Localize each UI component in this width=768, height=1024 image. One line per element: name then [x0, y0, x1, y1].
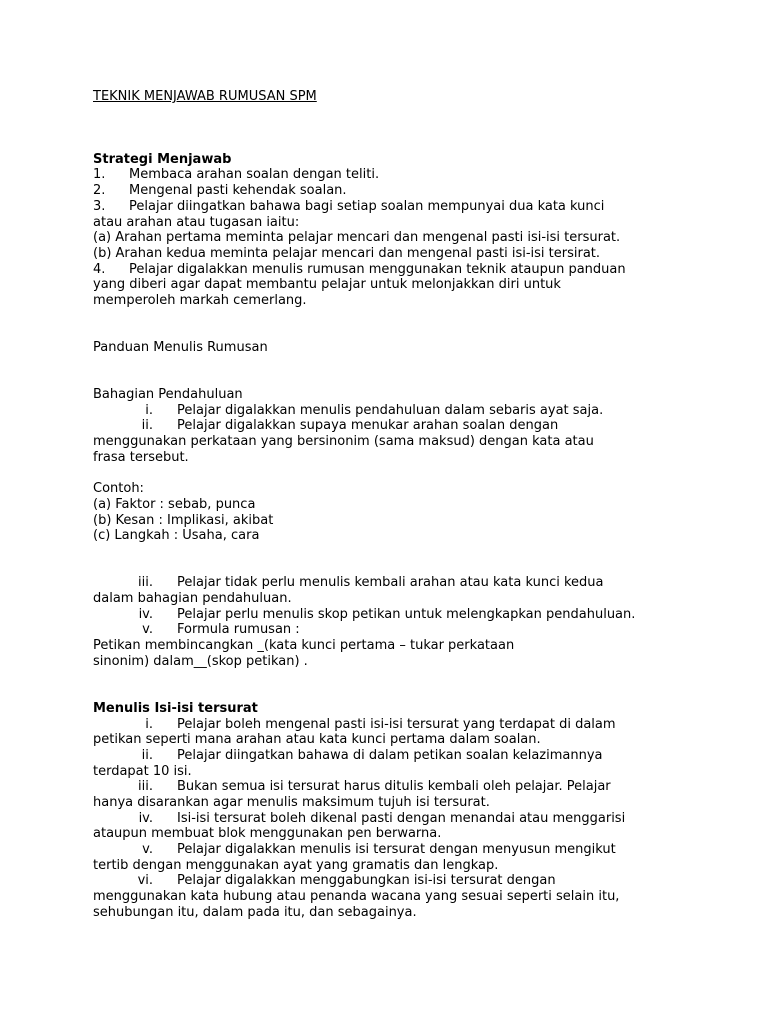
list-item: iii. Pelajar tidak perlu menulis kembali arahan atau kata kunci kedua [138, 575, 604, 591]
list-item: iii. Bukan semua isi tersurat harus ditulis kembali oleh pelajar. Pelajar [138, 779, 611, 795]
list-item: sinonim) dalam__(skop petikan) . [93, 653, 308, 669]
list-item: i. Pelajar digalakkan menulis pendahuluan dalam sebaris ayat saja. [145, 402, 604, 418]
list-item: v. Formula rumusan : [142, 622, 300, 638]
list-item: dalam bahagian pendahuluan. [93, 591, 292, 606]
isi-heading: Menulis Isi-isi tersurat [93, 700, 258, 716]
pendahuluan-list-2 [93, 575, 693, 669]
contoh-label: Contoh: [93, 481, 144, 497]
list-item: ii. Pelajar diingatkan bahawa di dalam petikan soalan kelazimannya [141, 747, 603, 763]
strategi-line: memperoleh markah cemerlang. [93, 292, 307, 308]
contoh-list [93, 497, 693, 544]
strategi-line: yang diberi agar dapat membantu pelajar untuk melonjakkan diri untuk [93, 277, 561, 293]
list-item: menggunakan kata hubung atau penanda wacana yang sesuai seperti selain itu, [93, 889, 620, 905]
strategi-line: 3. Pelajar diingatkan bahawa bagi setiap soalan mempunyai dua kata kunci [93, 198, 605, 214]
list-item: Petikan membincangkan _(kata kunci pertama – tukar perkataan [93, 638, 515, 654]
strategi-line: 2. Mengenal pasti kehendak soalan. [93, 183, 347, 199]
strategi-line: (a) Arahan pertama meminta pelajar mencari dan mengenal pasti isi-isi tersurat. [93, 230, 621, 246]
list-item: i. Pelajar boleh mengenal pasti isi-isi tersurat yang terdapat di dalam [145, 716, 616, 732]
list-item: v. Pelajar digalakkan menulis isi tersurat dengan menyusun mengikut [142, 842, 616, 857]
pendahuluan-list-1 [93, 403, 693, 466]
list-item: iv. Pelajar perlu menulis skop petikan untuk melengkapkan pendahuluan. [138, 606, 636, 622]
list-item: terdapat 10 isi. [93, 763, 192, 779]
isi-list [93, 717, 693, 921]
document-page [93, 89, 693, 920]
contoh-item: (c) Langkah : Usaha, cara [93, 528, 260, 544]
list-item: hanya disarankan agar menulis maksimum tujuh isi tersurat. [93, 794, 490, 810]
panduan-heading: Panduan Menulis Rumusan [93, 340, 268, 355]
list-item: sehubungan itu, dalam pada itu, dan sebagainya. [93, 904, 417, 920]
list-item: ii. Pelajar digalakkan supaya menukar arahan soalan dengan [141, 418, 559, 434]
list-item: iv. Isi-isi tersurat boleh dikenal pasti dengan menandai atau menggarisi [138, 810, 626, 826]
strategi-line: 4. Pelajar digalakkan menulis rumusan menggunakan teknik ataupun panduan [93, 261, 626, 277]
list-item: ataupun membuat blok menggunakan pen berwarna. [93, 826, 442, 842]
strategi-line: atau arahan atau tugasan iaitu: [93, 214, 300, 230]
document-title: TEKNIK MENJAWAB RUMUSAN SPM [93, 89, 317, 104]
strategi-line: (b) Arahan kedua meminta pelajar mencari dan mengenal pasti isi-isi tersirat. [93, 245, 601, 261]
strategi-list [93, 167, 693, 308]
contoh-item: (a) Faktor : sebab, punca [93, 496, 256, 512]
list-item: tertib dengan menggunakan ayat yang gramatis dan lengkap. [93, 857, 499, 873]
contoh-item: (b) Kesan : Implikasi, akibat [93, 512, 274, 528]
panduan-subheading: Bahagian Pendahuluan [93, 387, 243, 403]
strategi-heading: Strategi Menjawab [93, 151, 232, 167]
list-item: vi. Pelajar digalakkan menggabungkan isi-isi tersurat dengan [137, 873, 556, 889]
list-item: petikan seperti mana arahan atau kata kunci pertama dalam soalan. [93, 732, 541, 748]
list-item: menggunakan perkataan yang bersinonim (sama maksud) dengan kata atau [93, 434, 594, 450]
list-item: frasa tersebut. [93, 449, 189, 465]
strategi-line: 1. Membaca arahan soalan dengan teliti. [93, 167, 380, 183]
